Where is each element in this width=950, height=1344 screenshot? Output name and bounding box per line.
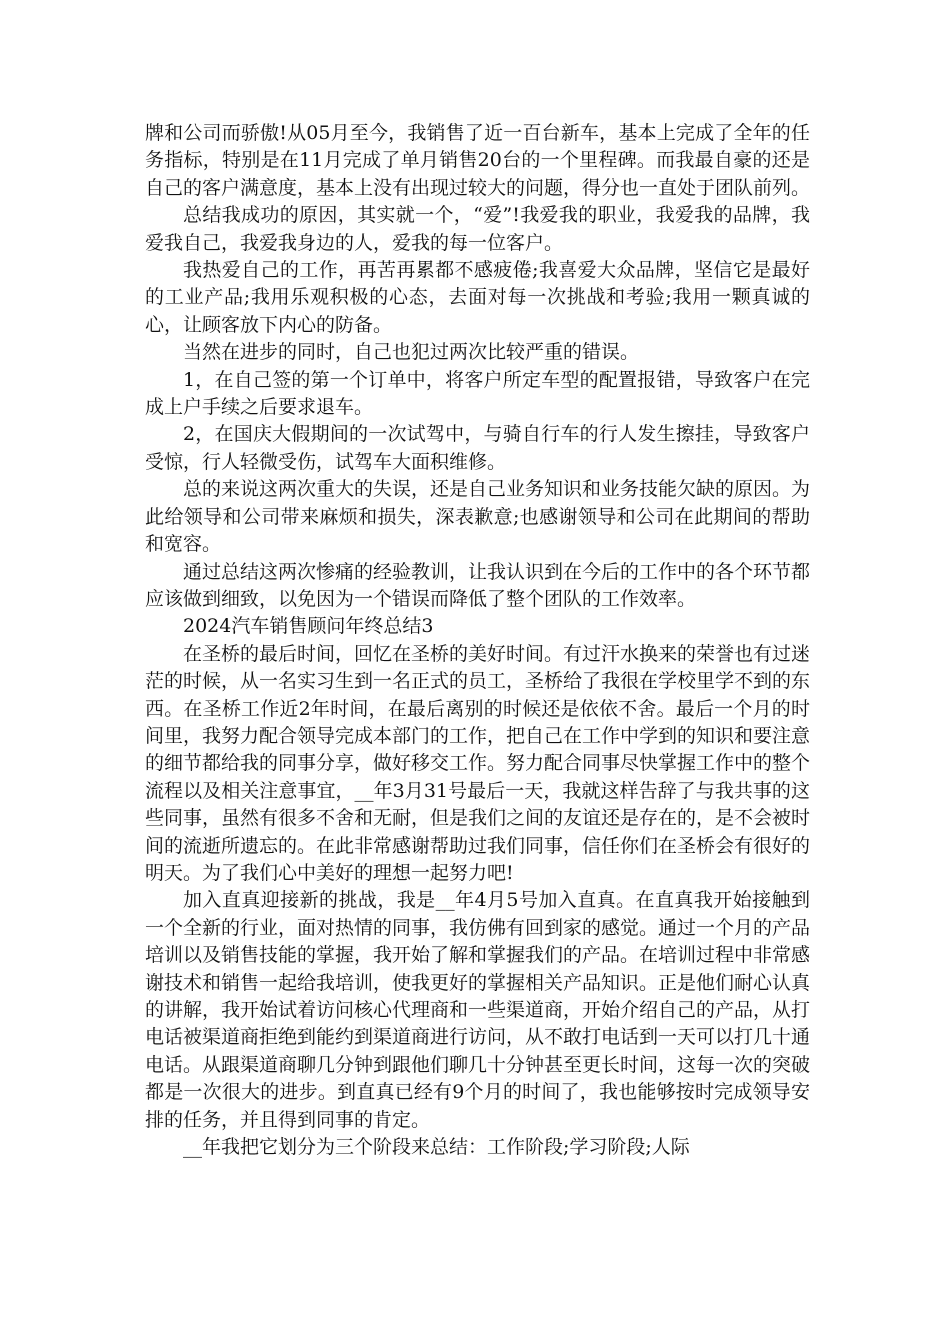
section-heading-3: 2024汽车销售顾问年终总结3 xyxy=(183,615,434,638)
paragraph-success-reason: 总结我成功的原因，其实就一个，“爱”!我爱我的职业，我爱我的品牌，我爱我自己，我爱我身边的人，爱我的每一位客户。 xyxy=(145,204,810,254)
paragraph-mistake-2: 2，在国庆大假期间的一次试驾中，与骑自行车的行人发生擦挂，导致客户受惊，行人轻微受伤，试驾车大面积维修。 xyxy=(145,423,810,473)
paragraph-lessons: 通过总结这两次惨痛的经验教训，让我认识到在今后的工作中的各个环节都应该做到细致，以免因为一个错误而降低了整个团队的工作效率。 xyxy=(145,560,811,610)
paragraph-shengqiao: 在圣桥的最后时间，回忆在圣桥的美好时间。有过汗水换来的荣誉也有过迷茫的时候，从一名实习生到一名正式的员工，圣桥给了我很在学校里学不到的东西。在圣桥工作近2年时间，在最后离别的时候还是依依不舍。最后一个月的时间里，我努力配合领导完成本部门的工作，把自己在工作中学到的知识和要注意的细节都给我的同事分享，做好移交工作。努力配合同事尽快掌握工作中的整个流程以及相关注意事宜，__年3月31号最后一天，我就这样告辞了与我共事的这些同事，虽然有很多不舍和无耐，但是我们之间的友谊还是存在的，是不会被时间的流逝所遗忘的。在此非常感谢帮助过我们同事，信任你们在圣桥会有很好的明天。为了我们心中美好的理想一起努力吧! xyxy=(145,642,811,884)
paragraph-mistakes-intro: 当然在进步的同时，自己也犯过两次比较严重的错误。 xyxy=(183,341,640,364)
paragraph-three-stages: __年我把它划分为三个阶段来总结：工作阶段;学习阶段;人际 xyxy=(183,1136,690,1159)
paragraph-mistake-1: 1，在自己签的第一个订单中，将客户所定车型的配置报错，导致客户在完成上户手续之后要求退车。 xyxy=(145,368,810,419)
paragraph-love-work: 我热爱自己的工作，再苦再累都不感疲倦;我喜爱大众品牌，坚信它是最好的工业产品;我用乐观积极的心态，去面对每一次挑战和考验;我用一颗真诚的心，让顾客放下内心的防备。 xyxy=(145,259,810,336)
paragraph-zhizhen: 加入直真迎接新的挑战，我是__年4月5号加入直真。在直真我开始接触到一个全新的行业，面对热情的同事，我仿佛有回到家的感觉。通过一个月的产品培训以及销售技能的掌握，我开始了解和掌握我们的产品。在培训过程中非常感谢技术和销售一起给我培训，使我更好的掌握相关产品知识。正是他们耐心认真的讲解，我开始试着访问核心代理商和一些渠道商，开始介绍自己的产品，从打电话被渠道商拒绝到能约到渠道商进行访问，从不敢打电话到一天可以打几十通电话。从跟渠道商聊几分钟到跟他们聊几十分钟甚至更长时间，这每一次的突破都是一次很大的进步。到直真已经有9个月的时间了，我也能够按时完成领导安排的任务，并且得到同事的肯定。 xyxy=(145,889,811,1131)
paragraph-sales-achievement: 牌和公司而骄傲!从05月至今，我销售了近一百台新车，基本上完成了全年的任务指标，特别是在11月完成了单月销售20台的一个里程碑。而我最自豪的还是自己的客户满意度，基本上没有出现过较大的问题，得分也一直处于团队前列。 xyxy=(145,122,811,199)
document-page xyxy=(145,120,810,1161)
paragraph-mistakes-summary: 总的来说这两次重大的失误，还是自己业务知识和业务技能欠缺的原因。为此给领导和公司带来麻烦和损失，深表歉意;也感谢领导和公司在此期间的帮助和宽容。 xyxy=(145,478,811,556)
